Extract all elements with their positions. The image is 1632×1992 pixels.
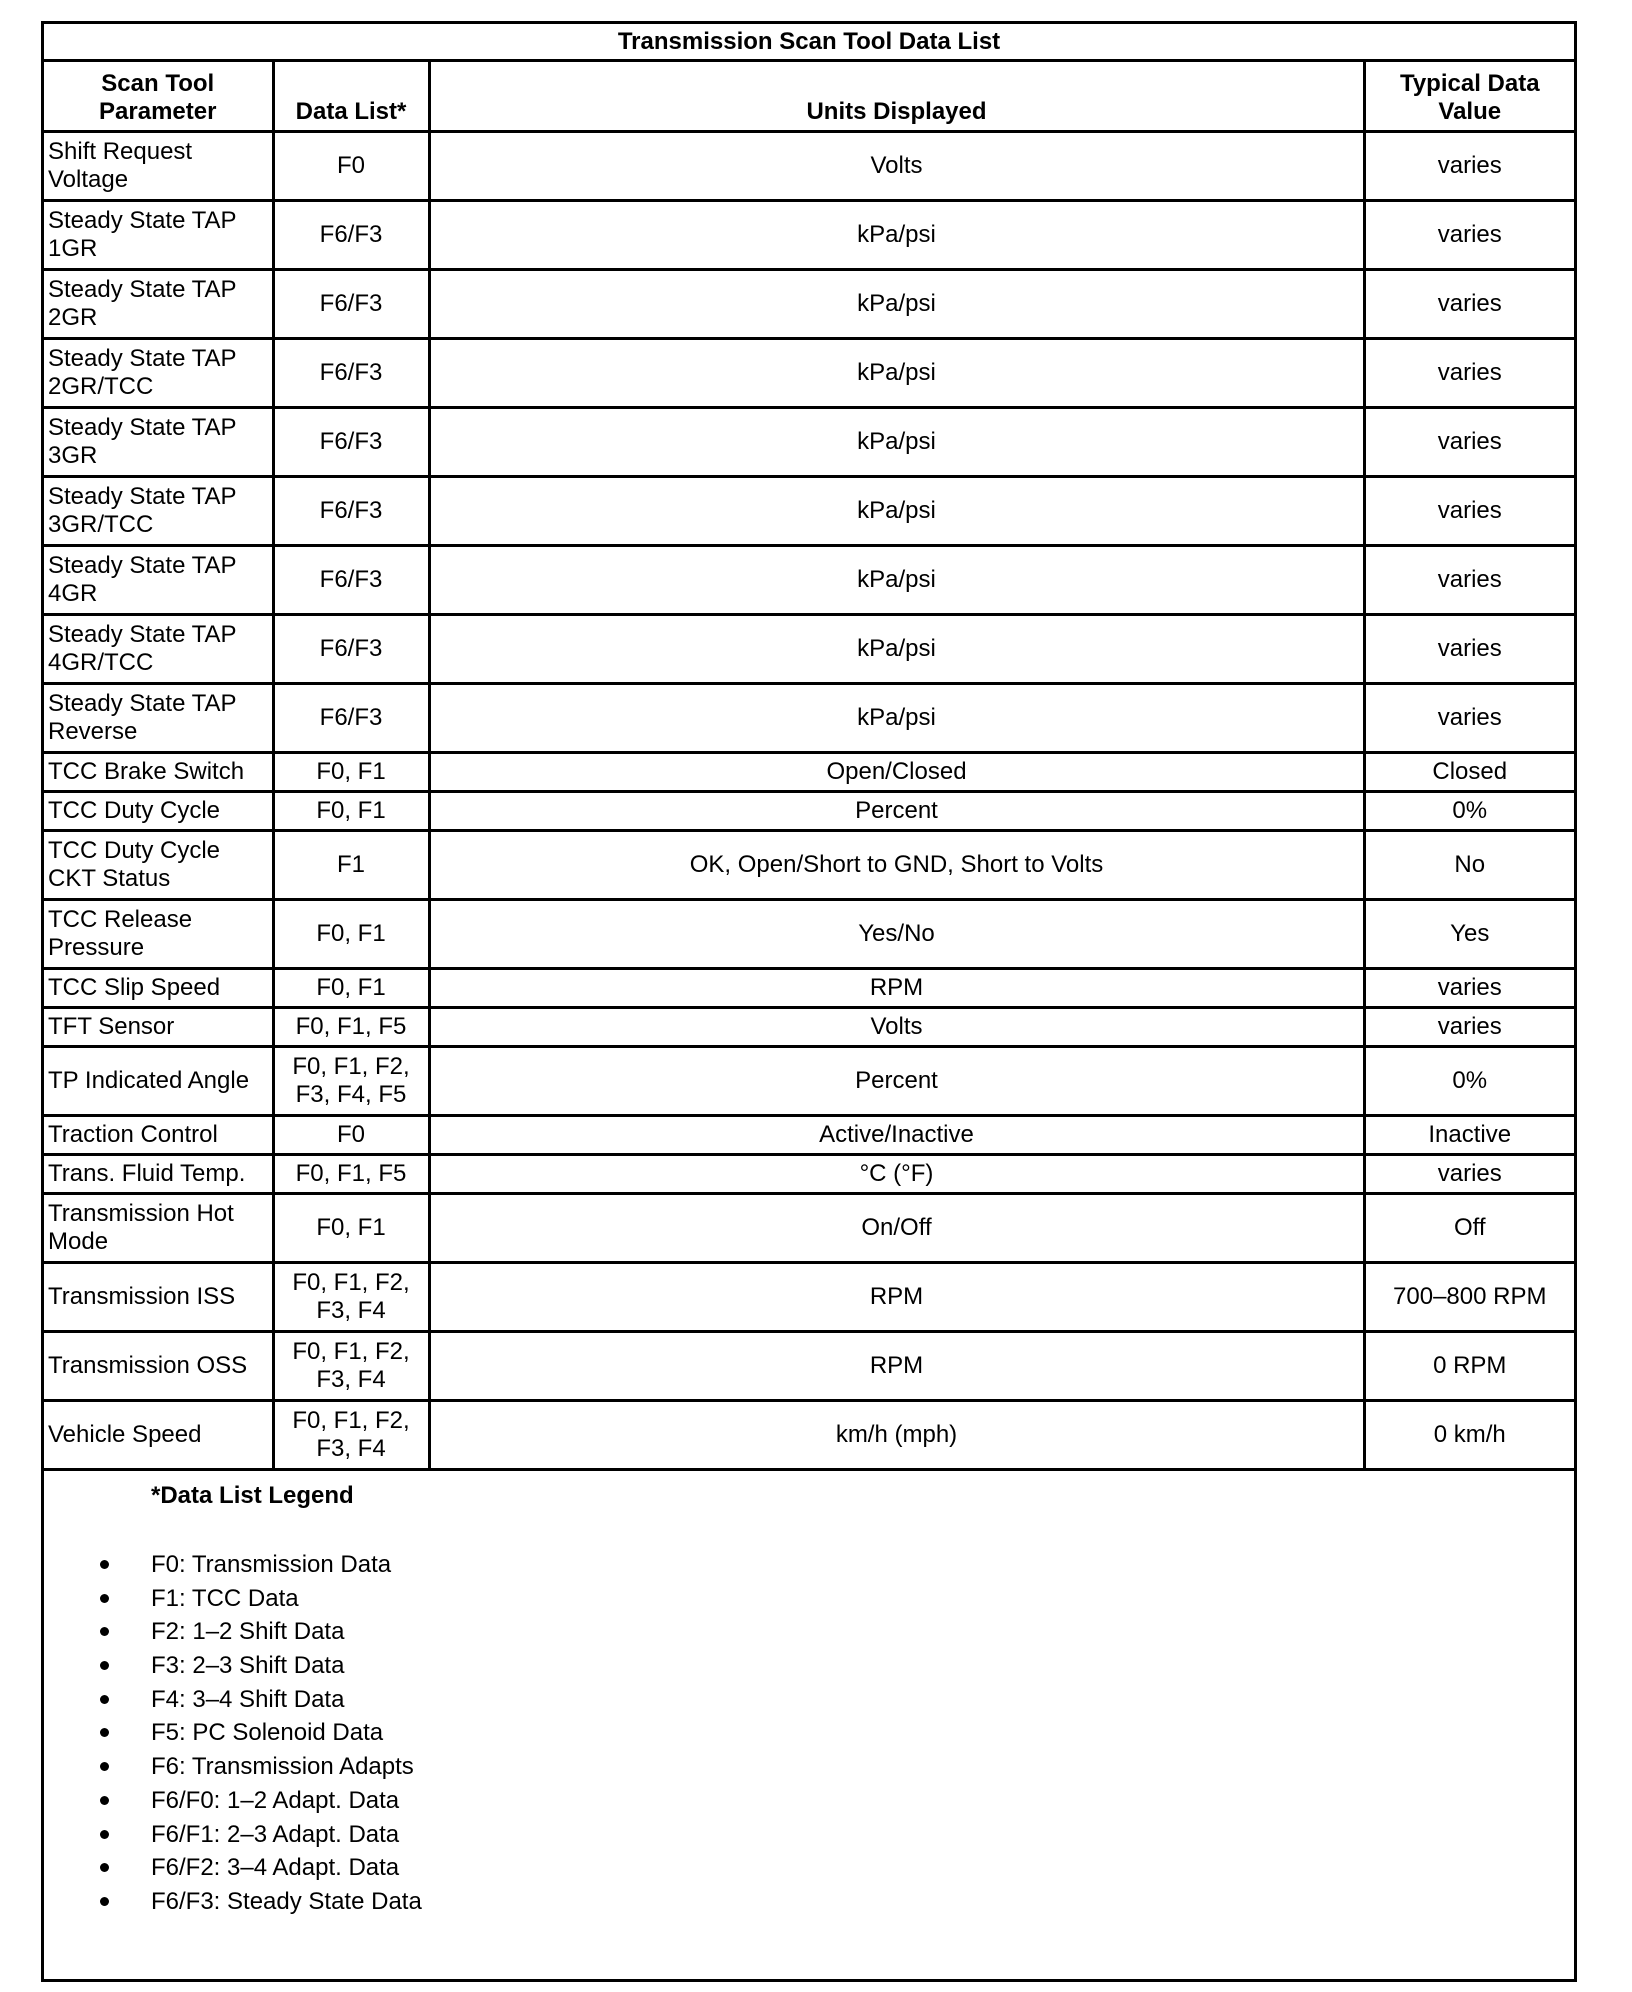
parameter-line1: Vehicle Speed <box>48 1421 202 1448</box>
legend-item-text: F2: 1–2 Shift Data <box>151 1618 345 1646</box>
parameter-line2: CKT Status <box>48 865 171 892</box>
parameter-cell <box>44 1047 273 1116</box>
table-row <box>44 1332 1574 1401</box>
units-cell: Volts <box>429 1008 1364 1047</box>
units-cell: RPM <box>429 1332 1364 1401</box>
data-list-cell <box>273 1263 429 1332</box>
typical-value-cell: 0 km/h <box>1364 1401 1574 1470</box>
parameter-line2: Voltage <box>48 166 129 193</box>
legend-item <box>44 1784 1574 1818</box>
parameter-cell <box>44 1332 273 1401</box>
parameter-line2: 1GR <box>48 235 98 262</box>
data-list-cell <box>273 408 429 477</box>
legend-item-text: F0: Transmission Data <box>151 1551 392 1578</box>
units-cell: RPM <box>429 1263 1364 1332</box>
typical-value-cell: 0 RPM <box>1364 1332 1574 1401</box>
parameter-line1: Steady State TAP <box>48 207 237 234</box>
data-list-line1: F0, F1, F2, <box>292 1053 410 1080</box>
typical-value-cell: varies <box>1364 477 1574 546</box>
parameter-line2: 2GR/TCC <box>48 373 154 400</box>
typical-value-cell: 0% <box>1364 1047 1574 1116</box>
data-list-line1: F0, F1, F2, <box>292 1407 410 1434</box>
header-typical-line1: Typical Data <box>1399 70 1540 97</box>
parameter-cell <box>44 270 273 339</box>
units-cell: kPa/psi <box>429 270 1364 339</box>
table-row <box>44 270 1574 339</box>
parameter-line2: Mode <box>48 1228 109 1255</box>
units-cell: Active/Inactive <box>429 1116 1364 1155</box>
table-row <box>44 546 1574 615</box>
data-list-line1: F0, F1, F5 <box>295 1160 407 1187</box>
parameter-line1: TCC Brake Switch <box>48 758 245 785</box>
legend-item <box>44 1750 1574 1784</box>
legend-item <box>44 1851 1574 1885</box>
legend-item-text: F4: 3–4 Shift Data <box>151 1685 345 1713</box>
typical-value-cell: varies <box>1364 969 1574 1008</box>
data-list-line1: F6/F3 <box>319 635 383 662</box>
data-list-line1: F0, F1 <box>316 758 386 785</box>
parameter-line2: 4GR <box>48 580 98 607</box>
data-list-cell <box>273 684 429 753</box>
table-row <box>44 1194 1574 1263</box>
table-row <box>44 1008 1574 1047</box>
parameter-cell <box>44 1008 273 1047</box>
header-parameter-line2: Parameter <box>99 98 217 125</box>
parameter-cell <box>44 408 273 477</box>
data-list-cell <box>273 270 429 339</box>
data-list-cell <box>273 546 429 615</box>
units-cell: OK, Open/Short to GND, Short to Volts <box>429 831 1364 900</box>
bullet-icon <box>100 1627 109 1636</box>
legend-item <box>44 1885 1574 1919</box>
data-list-line1: F0 <box>336 152 365 179</box>
table-row <box>44 1401 1574 1470</box>
typical-value-cell: No <box>1364 831 1574 900</box>
parameter-cell <box>44 615 273 684</box>
data-list-line1: F6/F3 <box>319 497 383 524</box>
parameter-cell <box>44 201 273 270</box>
legend-item-text: F6/F2: 3–4 Adapt. Data <box>151 1854 400 1882</box>
units-cell: kPa/psi <box>429 615 1364 684</box>
data-list-cell <box>273 1008 429 1047</box>
typical-value-cell: Closed <box>1364 753 1574 792</box>
data-list-line2: F3, F4, F5 <box>295 1081 407 1108</box>
table-row <box>44 753 1574 792</box>
header-typical-line2: Value <box>1438 98 1502 125</box>
bullet-icon <box>100 1661 109 1670</box>
data-list-cell <box>273 201 429 270</box>
parameter-cell <box>44 339 273 408</box>
units-cell: Open/Closed <box>429 753 1364 792</box>
table-row <box>44 615 1574 684</box>
legend-title: *Data List Legend <box>151 1482 354 1509</box>
data-list-line2: F3, F4 <box>316 1366 386 1393</box>
table-body <box>44 132 1574 1470</box>
parameter-line2: 3GR/TCC <box>48 511 154 538</box>
parameter-line1: Traction Control <box>48 1121 218 1148</box>
data-list-cell <box>273 477 429 546</box>
parameter-line1: Transmission ISS <box>48 1283 236 1310</box>
data-list-cell <box>273 132 429 201</box>
parameter-cell <box>44 900 273 969</box>
legend-item-text: F1: TCC Data <box>151 1584 299 1612</box>
data-list-line1: F0, F1 <box>316 797 386 824</box>
parameter-line1: Trans. Fluid Temp. <box>48 1160 246 1187</box>
data-list-line1: F6/F3 <box>319 221 383 248</box>
data-list-cell <box>273 615 429 684</box>
table-row <box>44 132 1574 201</box>
data-list-cell <box>273 1047 429 1116</box>
typical-value-cell: varies <box>1364 1155 1574 1194</box>
units-cell: °C (°F) <box>429 1155 1364 1194</box>
typical-value-cell: varies <box>1364 270 1574 339</box>
parameter-line1: TFT Sensor <box>48 1013 175 1040</box>
parameter-line2: Reverse <box>48 718 138 745</box>
data-list-cell <box>273 1332 429 1401</box>
table-title: Transmission Scan Tool Data List <box>44 24 1574 61</box>
legend-item <box>44 1716 1574 1750</box>
data-list-cell <box>273 1116 429 1155</box>
parameter-cell <box>44 753 273 792</box>
units-cell: kPa/psi <box>429 684 1364 753</box>
bullet-icon <box>100 1762 109 1771</box>
data-list-cell <box>273 1155 429 1194</box>
table-row <box>44 792 1574 831</box>
typical-value-cell: Inactive <box>1364 1116 1574 1155</box>
data-list-line1: F6/F3 <box>319 290 383 317</box>
data-list-line1: F0, F1 <box>316 920 386 947</box>
parameter-cell <box>44 1194 273 1263</box>
parameter-line1: TCC Duty Cycle <box>48 797 221 824</box>
bullet-icon <box>100 1863 109 1872</box>
units-cell: kPa/psi <box>429 408 1364 477</box>
parameter-line1: Transmission Hot <box>48 1200 234 1227</box>
typical-value-cell: varies <box>1364 339 1574 408</box>
bullet-icon <box>100 1830 109 1839</box>
units-cell: Volts <box>429 132 1364 201</box>
legend-item-text: F6/F1: 2–3 Adapt. Data <box>151 1820 400 1848</box>
header-data-list: Data List* <box>273 61 429 132</box>
typical-value-cell: varies <box>1364 546 1574 615</box>
table-row <box>44 1155 1574 1194</box>
table-row <box>44 477 1574 546</box>
typical-value-cell: varies <box>1364 1008 1574 1047</box>
data-list-line1: F6/F3 <box>319 428 383 455</box>
parameter-line2: 4GR/TCC <box>48 649 154 676</box>
parameter-cell <box>44 792 273 831</box>
data-list-line1: F1 <box>336 851 365 878</box>
header-typical-value <box>1364 61 1574 132</box>
table-header-row <box>44 61 1574 132</box>
data-list-cell <box>273 339 429 408</box>
table-row <box>44 201 1574 270</box>
units-cell: Percent <box>429 792 1364 831</box>
data-list-cell <box>273 1194 429 1263</box>
parameter-cell <box>44 1263 273 1332</box>
data-list-line1: F6/F3 <box>319 566 383 593</box>
legend-item <box>44 1548 1574 1582</box>
units-cell: kPa/psi <box>429 201 1364 270</box>
header-parameter-line1: Scan Tool <box>101 70 215 97</box>
legend-item-text: F6/F0: 1–2 Adapt. Data <box>151 1786 400 1814</box>
bullet-icon <box>100 1560 109 1569</box>
data-list-line2: F3, F4 <box>316 1297 386 1324</box>
units-cell: Percent <box>429 1047 1364 1116</box>
parameter-line1: TCC Release <box>48 906 193 933</box>
legend-item-text: F6: Transmission Adapts <box>151 1753 414 1781</box>
table-row <box>44 408 1574 477</box>
header-units: Units Displayed <box>429 61 1364 132</box>
parameter-cell <box>44 969 273 1008</box>
data-list-line1: F6/F3 <box>319 704 383 731</box>
data-list-line1: F0, F1, F2, <box>292 1338 410 1365</box>
parameter-line1: Steady State TAP <box>48 483 237 510</box>
legend-item <box>44 1615 1574 1649</box>
data-list-legend <box>44 1471 1574 1919</box>
data-list-cell <box>273 1401 429 1470</box>
data-list-cell <box>273 792 429 831</box>
units-cell: kPa/psi <box>429 339 1364 408</box>
legend-item-text: F6/F3: Steady State Data <box>151 1887 422 1915</box>
data-list-cell <box>273 831 429 900</box>
legend-item-text: F5: PC Solenoid Data <box>151 1719 384 1747</box>
typical-value-cell: varies <box>1364 684 1574 753</box>
parameter-line2: Pressure <box>48 934 145 961</box>
parameter-cell <box>44 831 273 900</box>
typical-value-cell: Off <box>1364 1194 1574 1263</box>
parameter-line1: Transmission OSS <box>48 1352 248 1379</box>
parameter-line1: Steady State TAP <box>48 690 237 717</box>
units-cell: RPM <box>429 969 1364 1008</box>
parameter-line1: Steady State TAP <box>48 621 237 648</box>
parameter-line2: 3GR <box>48 442 98 469</box>
scan-tool-data-table <box>44 24 1574 1471</box>
table-title-row <box>44 24 1574 61</box>
parameter-cell <box>44 1401 273 1470</box>
table-row <box>44 1116 1574 1155</box>
data-list-line1: F0, F1, F5 <box>295 1013 407 1040</box>
data-list-line1: F0, F1, F2, <box>292 1269 410 1296</box>
table-row <box>44 1263 1574 1332</box>
table-row <box>44 1047 1574 1116</box>
parameter-line1: Shift Request <box>48 138 193 165</box>
parameter-cell <box>44 546 273 615</box>
legend-item <box>44 1818 1574 1852</box>
parameter-cell <box>44 1116 273 1155</box>
typical-value-cell: varies <box>1364 408 1574 477</box>
parameter-line1: Steady State TAP <box>48 552 237 579</box>
units-cell: kPa/psi <box>429 477 1364 546</box>
parameter-line2: 2GR <box>48 304 98 331</box>
legend-item-text: F3: 2–3 Shift Data <box>151 1652 345 1680</box>
typical-value-cell: varies <box>1364 615 1574 684</box>
parameter-cell <box>44 477 273 546</box>
parameter-line1: TP Indicated Angle <box>48 1067 250 1094</box>
typical-value-cell: varies <box>1364 132 1574 201</box>
bullet-icon <box>100 1728 109 1737</box>
parameter-line1: Steady State TAP <box>48 276 237 303</box>
bullet-icon <box>100 1594 109 1603</box>
data-list-cell <box>273 900 429 969</box>
legend-item <box>44 1683 1574 1717</box>
data-list-line1: F6/F3 <box>319 359 383 386</box>
typical-value-cell: 700–800 RPM <box>1364 1263 1574 1332</box>
data-list-line2: F3, F4 <box>316 1435 386 1462</box>
table-row <box>44 969 1574 1008</box>
parameter-line1: Steady State TAP <box>48 345 237 372</box>
data-list-line1: F0 <box>336 1121 365 1148</box>
parameter-line1: TCC Duty Cycle <box>48 837 221 864</box>
bullet-icon <box>100 1695 109 1704</box>
typical-value-cell: 0% <box>1364 792 1574 831</box>
parameter-line1: TCC Slip Speed <box>48 974 221 1001</box>
parameter-cell <box>44 1155 273 1194</box>
parameter-line1: Steady State TAP <box>48 414 237 441</box>
units-cell: On/Off <box>429 1194 1364 1263</box>
header-parameter <box>44 61 273 132</box>
legend-list <box>44 1548 1574 1919</box>
table-row <box>44 900 1574 969</box>
units-cell: km/h (mph) <box>429 1401 1364 1470</box>
data-list-cell <box>273 753 429 792</box>
data-list-line1: F0, F1 <box>316 1214 386 1241</box>
bullet-icon <box>100 1897 109 1906</box>
document-page <box>41 21 1577 1982</box>
parameter-cell <box>44 684 273 753</box>
table-row <box>44 339 1574 408</box>
parameter-cell <box>44 132 273 201</box>
data-list-cell <box>273 969 429 1008</box>
data-list-line1: F0, F1 <box>316 974 386 1001</box>
bullet-icon <box>100 1796 109 1805</box>
legend-item <box>44 1649 1574 1683</box>
table-row <box>44 684 1574 753</box>
units-cell: Yes/No <box>429 900 1364 969</box>
table-row <box>44 831 1574 900</box>
typical-value-cell: Yes <box>1364 900 1574 969</box>
legend-item <box>44 1582 1574 1616</box>
units-cell: kPa/psi <box>429 546 1364 615</box>
typical-value-cell: varies <box>1364 201 1574 270</box>
